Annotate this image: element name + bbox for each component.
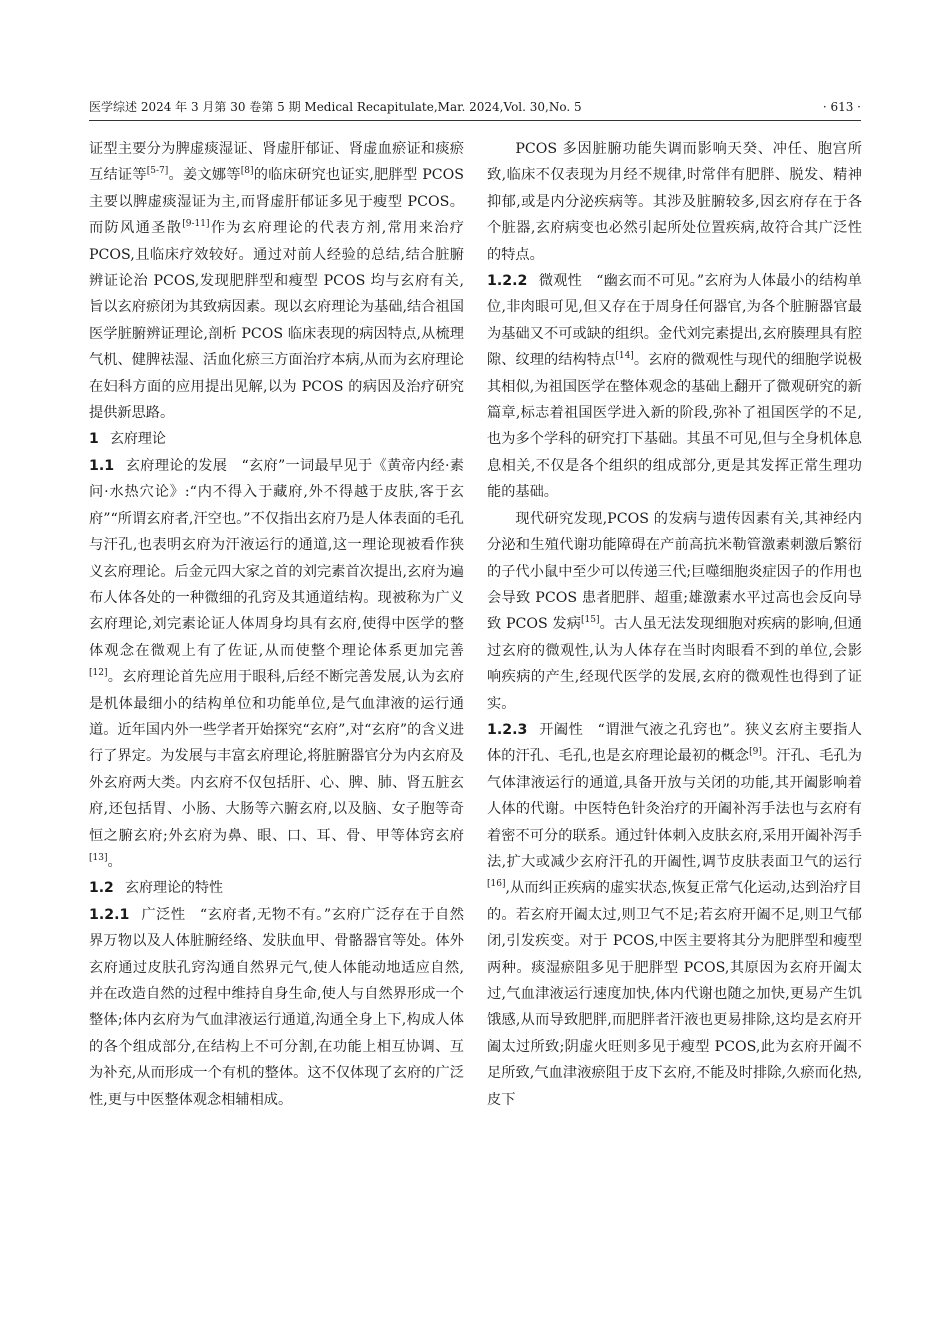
section-number: 1 [89, 431, 99, 448]
citation: [16] [487, 879, 506, 890]
section-title: 玄府理论 [109, 431, 166, 448]
citation: [12] [89, 668, 108, 679]
text: 。玄府的微观性与现代的细胞学说极其相似,为祖国医学在整体观念的基础上翻开了微观研究的新篇章,标志着祖国医学进入新的阶段,弥补了祖国医学的不足,也为多个学科的研究打下基础。其虽不可见,但与全身机体息息相关,不仅是各个组织的组成部分,更是其发挥正常生理功能的基础。 [487, 352, 862, 501]
running-header [89, 98, 861, 121]
text: 的临床研究也证实,肥胖型 PCOS 主要以脾虚痰湿证为主,而肾虚肝郁证多见于瘦型 PCOS。而防风通圣散 [89, 167, 464, 237]
subsection-title: 开阖性 [538, 721, 584, 738]
text: 证型主要分为脾虚痰湿证、肾虚肝郁证、肾虚血瘀证和痰瘀互结证等 [89, 141, 464, 184]
subsection-title: 微观性 [538, 273, 582, 290]
text: 作为玄府理论的代表方剂,常用来治疗 PCOS,且临床疗效较好。通过对前人经验的总结,结合脏腑辨证论治 PCOS,发现肥胖型和瘦型 PCOS 均与玄府有关,旨以玄府瘀闭为其致病因素。现以玄府理论为基础,结合祖国医学脏腑辨证理论,剖析 PCOS 临床表现的病因特点,从梳理气机、健脾祛湿、活血化瘀三方面治疗本病,从而为玄府理论在妇科方面的应用提出见解,以为 PCOS 的病因及治疗研究提供新思路。 [89, 220, 464, 422]
paragraph [487, 136, 862, 268]
section-heading [89, 426, 464, 452]
citation: [9-11] [182, 219, 210, 230]
subsection-title: 玄府理论的发展 [125, 457, 228, 474]
paragraph [487, 268, 862, 506]
left-column [89, 136, 464, 1113]
paragraph [89, 136, 464, 426]
text: 。玄府理论首先应用于眼科,后经不断完善发展,认为玄府是机体最细小的结构单位和功能单位,是气血津液的运行通道。近年国内外一些学者开始探究“玄府”,对“玄府”的含义进行了界定。为发展与丰富玄府理论,将脏腑器官分为内玄府及外玄府两大类。内玄府不仅包括肝、心、脾、肺、肾五脏玄府,还包括胃、小肠、大肠等六腑玄府,以及脑、女子胞等奇恒之腑玄府;外玄府为鼻、眼、口、耳、骨、甲等体窍玄府 [89, 669, 464, 844]
text: 现代研究发现,PCOS 的发病与遗传因素有关,其神经内分泌和生殖代谢功能障碍在产前高抗米勒管激素刺激后繁衍的子代小鼠中至少可以传递三代;巨噬细胞炎症因子的作用也会导致 PCOS 患者肥胖、超重;雄激素水平过高也会反向导致 PCOS 发病 [487, 510, 862, 633]
subsection-title: 广泛性 [140, 906, 186, 923]
section-number: 1.2.1 [89, 906, 130, 923]
text: “幽玄而不可见。”玄府为人体最小的结构单位,非肉眼可见,但又存在于周身任何器官,为各个脏腑器官最为基础又不可或缺的组织。金代刘完素提出,玄府腠理具有腔隙、纹理的结构特点 [487, 273, 862, 369]
section-heading [89, 875, 464, 901]
text: 。 [107, 853, 122, 870]
paragraph [487, 506, 862, 717]
section-number: 1.2 [89, 880, 114, 897]
paragraph [89, 453, 464, 876]
text: “玄府者,无物不有。”玄府广泛存在于自然界万物以及人体脏腑经络、发肤血甲、骨骼器官等处。体外玄府通过皮肤孔窍沟通自然界元气,使人体能动地适应自然,并在改造自然的过程中维持自身生命,使人与自然界形成一个整体;体内玄府为气血津液运行通道,沟通全身上下,构成人体的各个组成部分,在结构上不可分割,在功能上相互协调、互为补充,从而形成一个有机的整体。这不仅体现了玄府的广泛性,更与中医整体观念相辅相成。 [89, 906, 464, 1108]
journal-citation: 医学综述 2024 年 3 月第 30 卷第 5 期 Medical Recapitulate,Mar. 2024,Vol. 30,No. 5 [89, 100, 582, 114]
paragraph [89, 902, 464, 1113]
page-number: · 613 · [822, 100, 861, 114]
text: 。姜文娜等 [168, 167, 241, 184]
citation: [13] [89, 852, 108, 863]
citation: [8] [240, 166, 254, 177]
section-number: 1.1 [89, 457, 115, 474]
right-column [487, 136, 862, 1113]
section-number: 1.2.3 [487, 721, 528, 738]
text: ,从而纠正疾病的虚实状态,恢复正常气化运动,达到治疗目的。若玄府开阖太过,则卫气不足;若玄府开阖不足,则卫气郁闭,引发疾变。对于 PCOS,中医主要将其分为肥胖型和瘦型两种。痰湿瘀阻多见于肥胖型 PCOS,其原因为玄府开阖太过,气血津液运行速度加快,体内代谢也随之加快,更易产生饥饿感,从而导致肥胖,而肥胖者汗液也更易排除,这均是玄府开阖太过所致;阴虚火旺则多见于瘦型 PCOS,此为玄府开阖不足所致,气血津液瘀阻于皮下玄府,不能及时排除,久瘀而化热,皮下 [487, 880, 862, 1108]
citation: [9] [749, 747, 762, 758]
text: PCOS 多因脏腑功能失调而影响天癸、冲任、胞宫所致,临床不仅表现为月经不规律,时常伴有肥胖、脱发、精神抑郁,或是内分泌疾病等。其涉及脏腑较多,因玄府存在于各个脏器,玄府病变也必然引起所处位置疾病,故符合其广泛性的特点。 [487, 141, 862, 263]
citation: [14] [615, 351, 634, 362]
text: 。古人虽无法发现细胞对疾病的影响,但通过玄府的微观性,认为人体存在当时肉眼看不到的单位,会影响疾病的产生,经现代医学的发展,玄府的微观性也得到了证实。 [487, 616, 862, 712]
paragraph [487, 717, 862, 1113]
citation: [5-7] [146, 166, 169, 177]
citation: [15] [581, 615, 600, 626]
text: 。汗孔、毛孔为气体津液运行的通道,具备开放与关闭的功能,其开阖影响着人体的代谢。中医特色针灸治疗的开阖补泻手法也与玄府有着密不可分的联系。通过针体刺入皮肤玄府,采用开阖补泻手法,扩大或减少玄府汗孔的开阖性,调节皮肤表面卫气的运行 [487, 748, 862, 870]
text: “玄府”一词最早见于《黄帝内经·素问·水热穴论》:“内不得入于藏府,外不得越于皮肤,客于玄府”“所谓玄府者,汗空也。”不仅指出玄府乃是人体表面的毛孔与汗孔,也表明玄府为汗液运行的通道,这一理论现被看作狭义玄府理论。后金元四大家之首的刘完素首次提出,玄府为遍布人体各处的一种微细的孔窍及其通道结构。现被称为广义玄府理论,刘完素论证人体周身均具有玄府,使得中医学的整体观念在微观上有了佐证,从而使整个理论体系更加完善 [89, 457, 464, 659]
text: “谓泄气液之孔窍也”。狭义玄府主要指人体的汗孔、毛孔,也是玄府理论最初的概念 [487, 721, 862, 765]
section-title: 玄府理论的特性 [125, 880, 223, 897]
section-number: 1.2.2 [487, 273, 528, 290]
